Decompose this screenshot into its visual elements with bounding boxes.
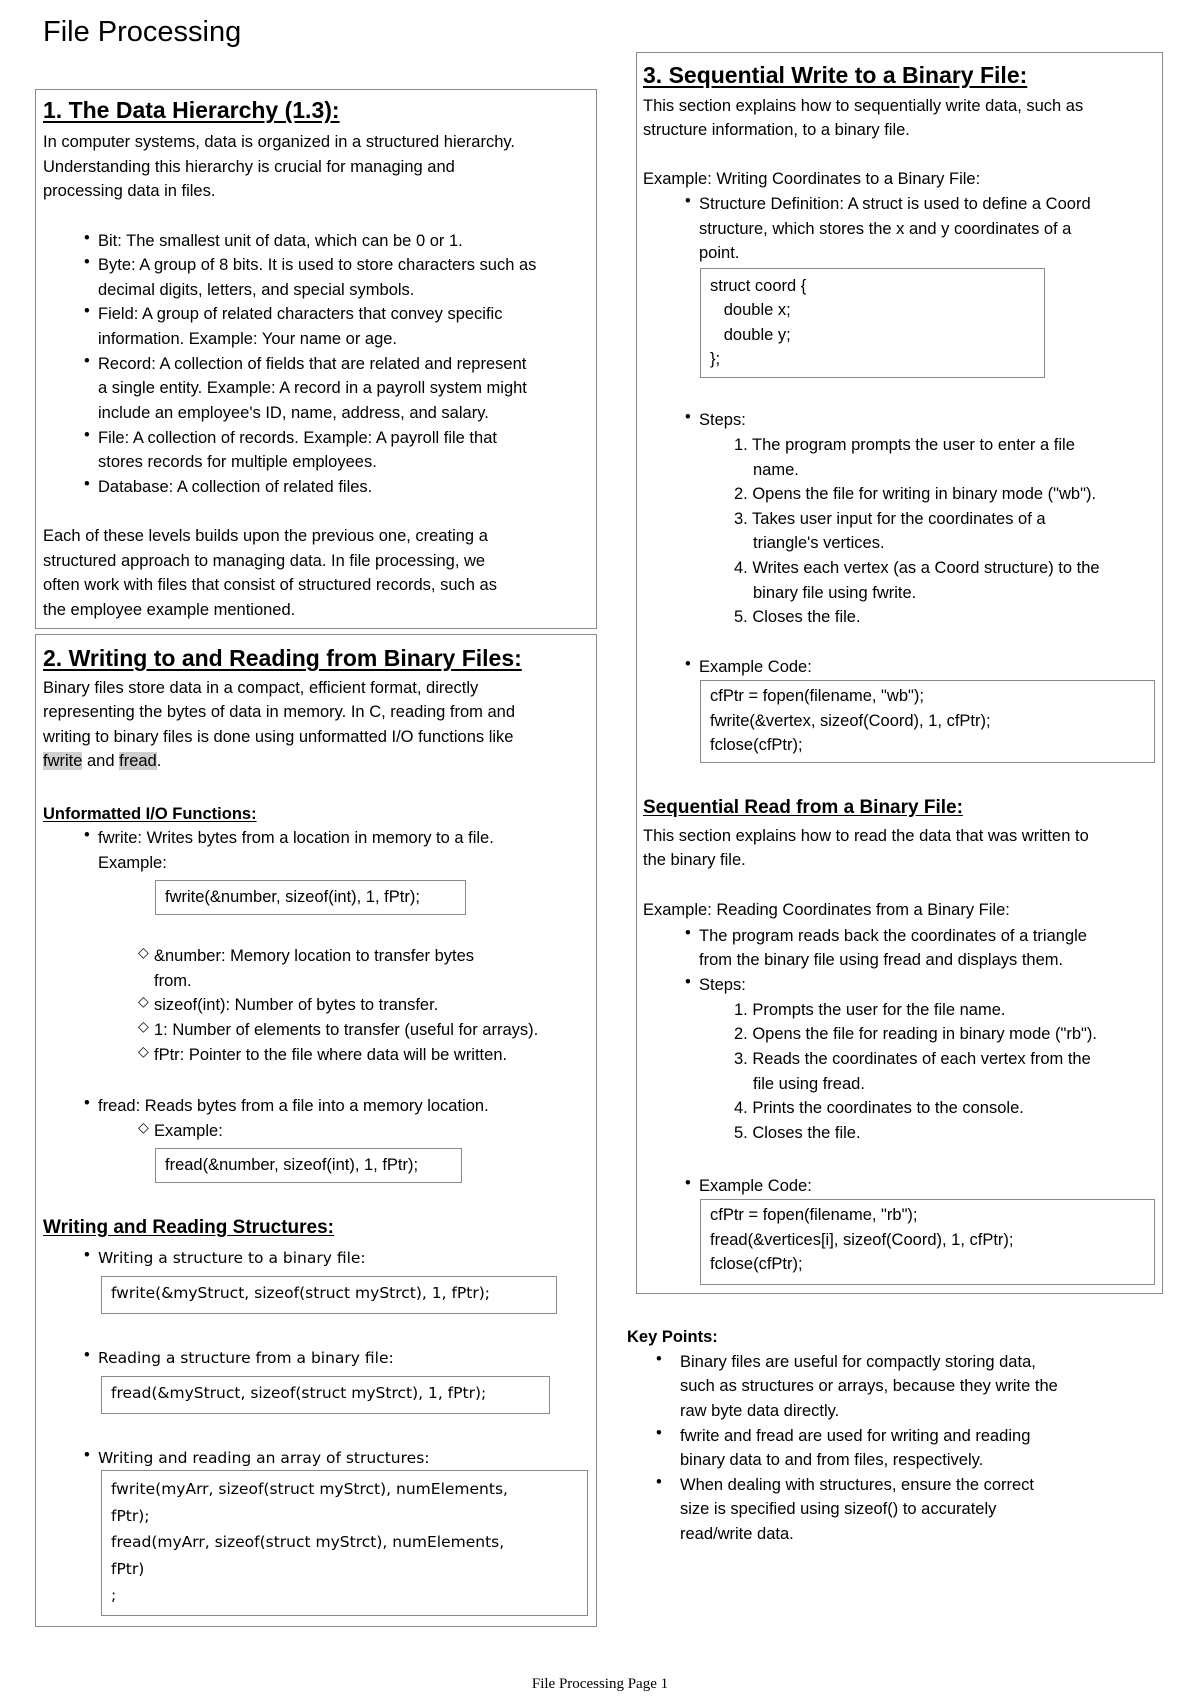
- list-item-file: File: A collection of records. Example: A payroll file that: [98, 429, 497, 447]
- step-3-cont: triangle's vertices.: [753, 534, 885, 552]
- step-3: 3. Takes user input for the coordinates of a: [734, 510, 1046, 528]
- fwrite-example-label: Example:: [98, 854, 167, 872]
- list-item-byte: Byte: A group of 8 bits. It is used to store characters such as: [98, 256, 537, 274]
- code-line: double y;: [710, 325, 791, 344]
- circle-bullet: ◇: [138, 1043, 149, 1059]
- code-line: cfPtr = fopen(filename, "wb");: [710, 687, 924, 705]
- s1-outro-4: the employee example mentioned.: [43, 601, 296, 619]
- code-line: fPtr): [111, 1559, 145, 1578]
- bullet-dot: •: [84, 1446, 90, 1464]
- write-struct-code: fwrite(&myStruct, sizeof(struct myStrct), 1, fPtr);: [101, 1276, 557, 1314]
- bullet-dot: •: [84, 1346, 90, 1364]
- s1-outro-3: often work with files that consist of structured records, such as: [43, 576, 497, 594]
- bullet-dot: •: [84, 253, 90, 271]
- code-line: fclose(cfPtr);: [710, 1255, 803, 1273]
- s2-intro-3: writing to binary files is done using unformatted I/O functions like: [43, 728, 514, 746]
- key-points-heading: Key Points:: [627, 1328, 718, 1346]
- read-step-5: 5. Closes the file.: [734, 1124, 861, 1142]
- bullet-dot: •: [84, 475, 90, 493]
- list-item-byte-cont: decimal digits, letters, and special symbols.: [98, 281, 415, 299]
- list-item-bit: Bit: The smallest unit of data, which can be 0 or 1.: [98, 232, 463, 250]
- code-line: fclose(cfPtr);: [710, 736, 803, 754]
- list-item-record-cont2: include an employee's ID, name, address, and salary.: [98, 404, 489, 422]
- key-point-3-cont2: read/write data.: [680, 1525, 794, 1543]
- struct-def-3: point.: [699, 244, 740, 262]
- fwrite-description: fwrite: Writes bytes from a location in memory to a file.: [98, 829, 494, 847]
- steps-label: Steps:: [699, 411, 746, 429]
- s1-intro-1: In computer systems, data is organized in a structured hierarchy.: [43, 133, 515, 151]
- code-line: fread(myArr, sizeof(struct myStrct), numElements,: [111, 1533, 505, 1551]
- write-example-heading: Example: Writing Coordinates to a Binary File:: [643, 170, 981, 188]
- section-1-heading: 1. The Data Hierarchy (1.3):: [43, 97, 340, 123]
- code-line: ;: [111, 1586, 117, 1604]
- step-2: 2. Opens the file for writing in binary mode ("wb").: [734, 485, 1097, 503]
- list-item-field-cont: information. Example: Your name or age.: [98, 330, 398, 348]
- highlight-fread: fread: [119, 752, 157, 770]
- bullet-dot: •: [685, 408, 691, 426]
- s2-intro-1: Binary files store data in a compact, efficient format, directly: [43, 679, 479, 697]
- step-1-cont: name.: [753, 461, 799, 479]
- highlight-fwrite: fwrite: [43, 752, 83, 770]
- read-step-2: 2. Opens the file for reading in binary mode ("rb").: [734, 1025, 1097, 1043]
- read-step-3-cont: file using fread.: [753, 1075, 865, 1093]
- s2-intro-2: representing the bytes of data in memory. In C, reading from and: [43, 703, 516, 721]
- bullet-dot: •: [656, 1473, 662, 1491]
- bullet-dot: •: [656, 1424, 662, 1442]
- intro-and: and: [82, 752, 120, 770]
- s1-intro-2: Understanding this hierarchy is crucial for managing and: [43, 158, 455, 176]
- code-line: fwrite(myArr, sizeof(struct myStrct), numElements,: [111, 1480, 508, 1498]
- bullet-dot: •: [656, 1350, 662, 1368]
- key-point-2-cont: binary data to and from files, respectively.: [680, 1451, 984, 1469]
- s1-outro-2: structured approach to managing data. In file processing, we: [43, 552, 486, 570]
- page-title: File Processing: [43, 16, 242, 48]
- bullet-dot: •: [84, 302, 90, 320]
- circle-bullet: ◇: [138, 993, 149, 1009]
- unformatted-io-heading: Unformatted I/O Functions:: [43, 805, 257, 823]
- key-point-2: fwrite and fread are used for writing and reading: [680, 1427, 1031, 1445]
- struct-def-1: Structure Definition: A struct is used to define a Coord: [699, 195, 1091, 213]
- s3-intro-2: structure information, to a binary file.: [643, 121, 910, 139]
- sequential-read-heading: Sequential Read from a Binary File:: [643, 797, 963, 818]
- fread-description: fread: Reads bytes from a file into a memory location.: [98, 1097, 489, 1115]
- code-line: fPtr);: [111, 1506, 150, 1525]
- list-item-record-cont: a single entity. Example: A record in a payroll system might: [98, 379, 527, 397]
- bullet-dot: •: [84, 352, 90, 370]
- param-number: &number: Memory location to transfer bytes: [154, 947, 475, 965]
- bullet-dot: •: [84, 426, 90, 444]
- step-4: 4. Writes each vertex (as a Coord structure) to the: [734, 559, 1100, 577]
- write-code-box: [700, 680, 1155, 763]
- key-point-3-cont: size is specified using sizeof() to accurately: [680, 1500, 997, 1518]
- section-2-heading: 2. Writing to and Reading from Binary Files:: [43, 645, 522, 671]
- bullet-dot: •: [685, 973, 691, 991]
- page-footer: File Processing Page 1: [531, 1676, 669, 1692]
- circle-bullet: ◇: [138, 944, 149, 960]
- fwrite-code-box: fwrite(&number, sizeof(int), 1, fPtr);: [155, 880, 466, 915]
- fread-code-box: fread(&number, sizeof(int), 1, fPtr);: [155, 1148, 462, 1183]
- code-line: };: [710, 350, 721, 368]
- read-struct-label: Reading a structure from a binary file:: [98, 1349, 394, 1367]
- read-step-3: 3. Reads the coordinates of each vertex from the: [734, 1050, 1091, 1068]
- code-line: double x;: [710, 301, 791, 319]
- bullet-dot: •: [84, 1246, 90, 1264]
- read-intro-2: the binary file.: [643, 851, 746, 869]
- code-line: fwrite(&vertex, sizeof(Coord), 1, cfPtr);: [710, 711, 991, 730]
- read-bullet-2: from the binary file using fread and displays them.: [699, 951, 1064, 969]
- param-sizeof: sizeof(int): Number of bytes to transfer.: [154, 996, 439, 1014]
- fread-example-label: Example:: [154, 1122, 223, 1140]
- read-code-label: Example Code:: [699, 1177, 812, 1195]
- list-item-record: Record: A collection of fields that are related and represent: [98, 355, 527, 373]
- read-example-heading: Example: Reading Coordinates from a Binary File:: [643, 901, 1010, 919]
- read-code-box: [700, 1199, 1155, 1285]
- bullet-dot: •: [685, 924, 691, 942]
- circle-bullet: ◇: [138, 1018, 149, 1034]
- struct-def-2: structure, which stores the x and y coordinates of a: [699, 220, 1072, 238]
- key-point-1-cont: such as structures or arrays, because they write the: [680, 1377, 1058, 1395]
- read-bullet-1: The program reads back the coordinates of a triangle: [699, 927, 1087, 945]
- bullet-dot: •: [84, 229, 90, 247]
- bullet-dot: •: [685, 655, 691, 673]
- code-line: cfPtr = fopen(filename, "rb");: [710, 1206, 918, 1224]
- bullet-dot: •: [685, 192, 691, 210]
- step-1: 1. The program prompts the user to enter a file: [734, 436, 1075, 454]
- circle-bullet: ◇: [138, 1119, 149, 1135]
- read-intro-1: This section explains how to read the data that was written to: [643, 827, 1089, 845]
- list-item-database: Database: A collection of related files.: [98, 478, 373, 496]
- bullet-dot: •: [84, 826, 90, 844]
- s2-intro-4: [43, 749, 161, 774]
- list-item-field: Field: A group of related characters that convey specific: [98, 305, 503, 323]
- code-line: fread(&vertices[i], sizeof(Coord), 1, cfPtr);: [710, 1230, 1014, 1249]
- read-step-4: 4. Prints the coordinates to the console.: [734, 1099, 1024, 1117]
- read-struct-code: fread(&myStruct, sizeof(struct myStrct), 1, fPtr);: [101, 1376, 550, 1414]
- bullet-dot: •: [84, 1094, 90, 1112]
- s3-intro-1: This section explains how to sequentially write data, such as: [643, 97, 1084, 115]
- step-4-cont: binary file using fwrite.: [753, 584, 917, 602]
- struct-coord-code: [700, 268, 1045, 378]
- read-step-1: 1. Prompts the user for the file name.: [734, 1001, 1006, 1019]
- key-point-1-cont2: raw byte data directly.: [680, 1402, 840, 1420]
- read-steps-label: Steps:: [699, 976, 746, 994]
- step-5: 5. Closes the file.: [734, 608, 861, 626]
- param-fptr: fPtr: Pointer to the file where data will be written.: [154, 1046, 508, 1064]
- structures-heading: Writing and Reading Structures:: [43, 1217, 335, 1238]
- key-point-1: Binary files are useful for compactly storing data,: [680, 1353, 1036, 1371]
- bullet-dot: •: [685, 1174, 691, 1192]
- intro-period: .: [156, 752, 162, 770]
- section-3-heading: 3. Sequential Write to a Binary File:: [643, 62, 1028, 88]
- param-count: 1: Number of elements to transfer (useful for arrays).: [154, 1021, 539, 1039]
- key-point-3: When dealing with structures, ensure the correct: [680, 1476, 1035, 1494]
- code-line: struct coord {: [710, 276, 807, 295]
- param-number-cont: from.: [154, 972, 192, 990]
- array-struct-code: [101, 1470, 588, 1616]
- example-code-label: Example Code:: [699, 658, 812, 676]
- s1-intro-3: processing data in files.: [43, 182, 216, 200]
- array-struct-label: Writing and reading an array of structures:: [98, 1449, 430, 1467]
- list-item-file-cont: stores records for multiple employees.: [98, 453, 377, 471]
- write-struct-label: Writing a structure to a binary file:: [98, 1249, 366, 1267]
- s1-outro-1: Each of these levels builds upon the previous one, creating a: [43, 527, 488, 545]
